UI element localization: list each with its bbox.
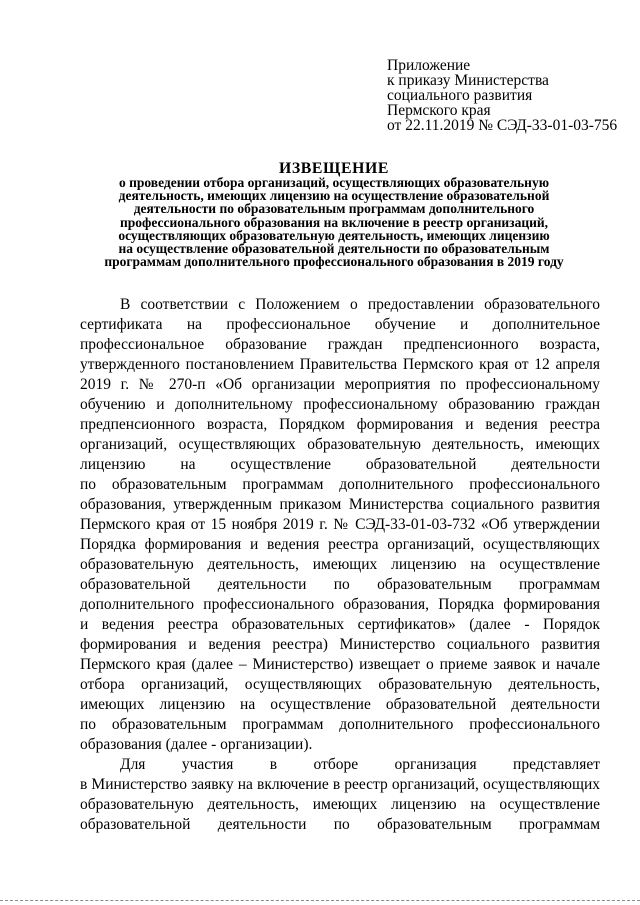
subtitle-line: осуществляющих образовательную деятельность, имеющих лицензию [118, 227, 550, 243]
subtitle-line: на осуществление образовательной деятельности по образовательным [118, 241, 550, 257]
subtitle-line: программам дополнительного профессионального образования в 2019 году [104, 254, 564, 270]
body-line: Для участия в отборе организация представляет [120, 756, 600, 773]
body-line: В соответствии с Положением о предоставлении образовательного [120, 296, 600, 313]
body-line: образовательную деятельность, имеющих лицензию на осуществление [80, 556, 600, 573]
body-line: имеющих лицензию на осуществление образовательной деятельности [80, 696, 600, 713]
appendix-line: от 22.11.2019 № СЭД-33-01-03-756 [387, 117, 618, 134]
subtitle-line: деятельности по образовательным программам дополнительного [133, 201, 535, 217]
body-line: образовательную деятельность, имеющих лицензию на осуществление [80, 796, 600, 813]
body-line: обучению и дополнительному профессиональному образованию граждан [80, 396, 600, 413]
appendix-line: социального развития [387, 87, 533, 104]
body-line: организаций, осуществляющих образовательную деятельность, имеющих [80, 436, 600, 453]
appendix-line: к приказу Министерства [387, 72, 549, 89]
body-line: отбора организаций, осуществляющих образовательную деятельность, [80, 676, 600, 693]
body-line: Порядка формирования и ведения реестра организаций, осуществляющих [80, 536, 600, 553]
body-line: формирования и ведения реестра) Министерство социального развития [80, 636, 600, 653]
document-title: ИЗВЕЩЕНИЕ [278, 160, 390, 177]
body-line: в Министерство заявку на включение в реестр организаций, осуществляющих [80, 776, 600, 793]
body-line: 2019 г. № 270-п «Об организации мероприятия по профессиональному [80, 376, 600, 393]
body-line: предпенсионного возраста, Порядком формирования и ведения реестра [80, 416, 600, 433]
body-line: и ведения реестра образовательных сертификатов» (далее - Порядок [80, 616, 600, 633]
document-subtitle [64, 176, 604, 268]
body-line: сертификата на профессиональное обучение и дополнительное [80, 316, 600, 333]
body-line: по образовательным программам дополнительного профессионального [80, 716, 600, 733]
subtitle-line: профессионального образования на включение в реестр организаций, [119, 214, 549, 230]
body-line: образования, утвержденным приказом Министерства социального развития [80, 496, 600, 513]
page-bottom-edge [0, 900, 640, 902]
body-line: образовательной деятельности по образовательным программам [80, 576, 600, 593]
body-line: образовательной деятельности по образовательным программам [80, 816, 600, 833]
body-line: Пермского края (далее – Министерство) извещает о приеме заявок и начале [80, 656, 600, 673]
body-line: лицензию на осуществление образовательной деятельности [80, 456, 600, 473]
body-line: утвержденного постановлением Правительства Пермского края от 12 апреля [80, 356, 600, 373]
body-line: дополнительного профессионального образования, Порядка формирования [80, 596, 600, 613]
appendix-block [387, 58, 627, 133]
body-line: по образовательным программам дополнительного профессионального [80, 476, 600, 493]
subtitle-line: деятельность, имеющих лицензию на осуществление образовательной [118, 188, 550, 204]
body-line: Пермского края от 15 ноября 2019 г. № СЭД-33-01-03-732 «Об утверждении [80, 516, 600, 533]
body-line: образования (далее - организации). [80, 736, 313, 753]
body-line: профессиональное образование граждан предпенсионного возраста, [80, 336, 600, 353]
appendix-line: Приложение [387, 57, 471, 74]
appendix-line: Пермского края [387, 102, 491, 119]
subtitle-line: о проведении отбора организаций, осуществляющих образовательную [118, 175, 550, 190]
